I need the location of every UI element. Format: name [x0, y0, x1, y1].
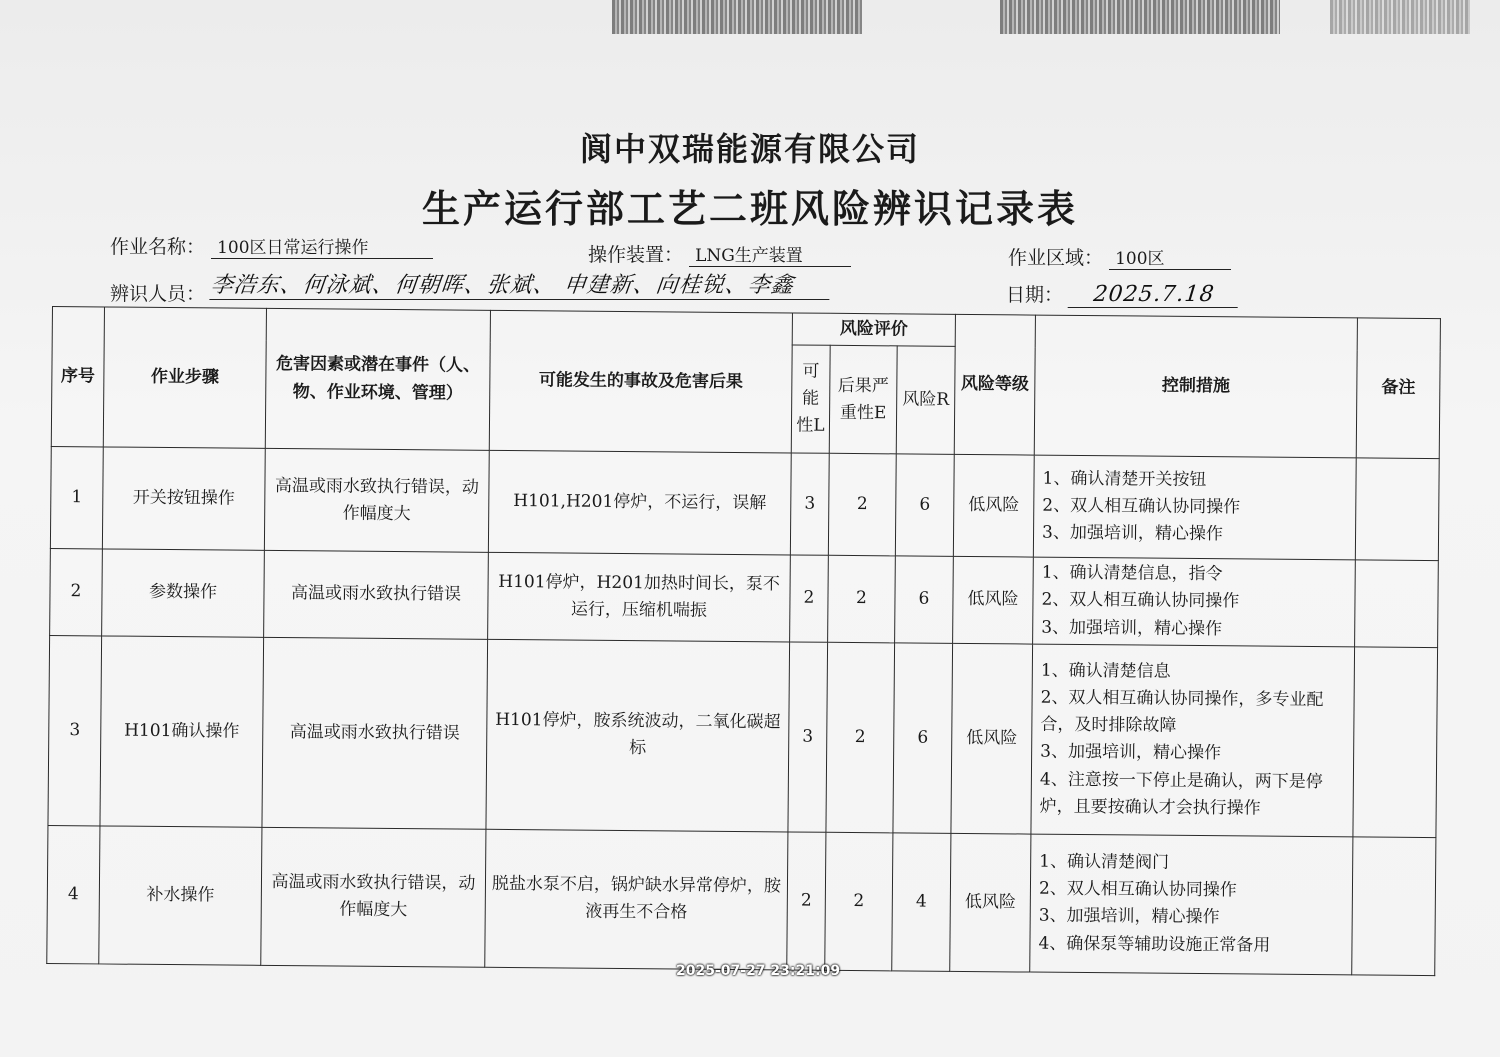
- header-consequence: 可能发生的事故及危害后果: [489, 310, 792, 453]
- area-value: 100区: [1109, 244, 1231, 270]
- people-field: [110, 268, 831, 306]
- row-consequence: H101,H201停炉，不运行，误解: [488, 451, 791, 556]
- row-remarks: [1352, 837, 1436, 976]
- header-hazard: 危害因素或潜在事件（人、物、作业环境、管理）: [265, 308, 490, 450]
- header-likelihood: 可能性L: [791, 345, 830, 453]
- control-item: 2、双人相互确认协同操作，多专业配合，及时排除故障: [1040, 687, 1324, 737]
- row-risk: 6: [895, 556, 954, 643]
- header-severity: 后果严重性E: [829, 345, 897, 454]
- header-risk: 风险R: [896, 346, 955, 455]
- row-seq: 1: [50, 447, 103, 549]
- job-name-field: [110, 232, 433, 259]
- row-hazard: 高温或雨水致执行错误: [264, 551, 489, 640]
- row-consequence: 脱盐水泵不启，锅炉缺水异常停炉，胺液再生不合格: [485, 829, 788, 970]
- row-controls: [1030, 834, 1353, 975]
- row-likelihood: 3: [790, 453, 829, 555]
- row-consequence: H101停炉，胺系统波动，二氧化碳超标: [486, 639, 790, 832]
- row-hazard: 高温或雨水致执行错误，动作幅度大: [264, 449, 489, 553]
- risk-table: [46, 306, 1441, 976]
- row-risk: 6: [893, 643, 953, 834]
- row-level: 低风险: [953, 557, 1034, 644]
- device-label: 操作装置：: [588, 244, 684, 266]
- row-severity: 2: [825, 832, 893, 971]
- row-remarks: [1355, 458, 1439, 561]
- date-value: 2025.7.18: [1068, 282, 1241, 308]
- control-item: 2、双人相互确认协同操作: [1042, 495, 1241, 518]
- row-remarks: [1355, 560, 1439, 647]
- top-print-bleed: [1000, 0, 1280, 34]
- job-name-label: 作业名称：: [110, 236, 206, 258]
- row-controls: [1031, 644, 1355, 837]
- row-step: 补水操作: [99, 826, 262, 966]
- control-item: 1、确认清楚信息: [1040, 660, 1171, 682]
- control-item: 3、加强培训，精心操作: [1042, 522, 1223, 545]
- company-name: 阆中双瑞能源有限公司: [579, 130, 920, 168]
- row-consequence: H101停炉，H201加热时间长，泵不运行，压缩机喘振: [488, 553, 791, 642]
- control-item: 3、加强培训，精心操作: [1038, 906, 1220, 928]
- row-step: 参数操作: [102, 549, 265, 637]
- row-severity: 2: [826, 642, 895, 833]
- device-field: [588, 240, 851, 267]
- document-title: 生产运行部工艺二班风险辨识记录表: [421, 187, 1078, 231]
- row-likelihood: 2: [787, 832, 826, 970]
- row-seq: 4: [47, 825, 100, 964]
- photo-timestamp: 2025-07-27 23:21:09: [676, 963, 841, 979]
- job-name-value: 100区日常运行操作: [211, 233, 433, 259]
- table-row: [47, 825, 1436, 975]
- date-field: [1006, 280, 1239, 308]
- row-risk: 6: [895, 454, 954, 557]
- control-item: 2、双人相互确认协同操作: [1041, 590, 1240, 612]
- control-item: 3、加强培训，精心操作: [1040, 742, 1222, 764]
- table-row: [50, 549, 1439, 648]
- header-risk-eval: 风险评价: [792, 313, 955, 347]
- control-item: 1、确认清楚阀门: [1039, 851, 1170, 873]
- row-step: H101确认操作: [100, 636, 264, 827]
- control-item: 2、双人相互确认协同操作: [1038, 878, 1237, 901]
- header-step: 作业步骤: [103, 307, 266, 449]
- control-item: 1、确认清楚信息，指令: [1041, 562, 1223, 585]
- top-print-bleed: [612, 0, 862, 34]
- row-controls: [1033, 455, 1356, 560]
- control-item: 1、确认清楚开关按钮: [1042, 468, 1207, 491]
- people-label: 辨识人员：: [110, 283, 206, 305]
- control-item: 4、确保泵等辅助设施正常备用: [1038, 933, 1271, 956]
- row-controls: [1033, 557, 1356, 646]
- table-row: [50, 447, 1439, 561]
- area-field: [1008, 243, 1231, 270]
- row-severity: 2: [828, 454, 896, 557]
- row-level: 低风险: [950, 833, 1031, 972]
- row-likelihood: 3: [788, 642, 828, 832]
- row-step: 开关按钮操作: [102, 447, 265, 550]
- header-control: 控制措施: [1034, 315, 1357, 458]
- area-label: 作业区域：: [1008, 247, 1104, 269]
- table-row: [48, 635, 1438, 837]
- date-label: 日期：: [1006, 284, 1064, 306]
- row-level: 低风险: [951, 643, 1033, 834]
- row-risk: 4: [892, 833, 951, 972]
- row-likelihood: 2: [790, 555, 829, 642]
- header-seq: 序号: [51, 307, 104, 448]
- row-seq: 2: [50, 549, 103, 636]
- row-severity: 2: [828, 556, 896, 643]
- row-hazard: 高温或雨水致执行错误，动作幅度大: [261, 827, 486, 967]
- device-value: LNG生产装置: [689, 241, 851, 267]
- top-print-bleed: [1330, 0, 1470, 34]
- row-hazard: 高温或雨水致执行错误: [262, 637, 488, 829]
- people-signatures: 李浩东、何泳斌、何朝晖、张斌、 申建新、向桂锐、李鑫: [209, 268, 832, 300]
- table-header-row: [52, 307, 1440, 351]
- control-item: 4、注意按一下停止是确认，两下是停炉，且要按确认才会执行操作: [1039, 769, 1323, 819]
- row-level: 低风险: [953, 455, 1034, 558]
- row-remarks: [1353, 647, 1438, 838]
- control-item: 3、加强培训，精心操作: [1041, 617, 1223, 639]
- header-level: 风险等级: [954, 314, 1035, 455]
- header-remarks: 备注: [1356, 318, 1440, 459]
- row-seq: 3: [48, 635, 102, 826]
